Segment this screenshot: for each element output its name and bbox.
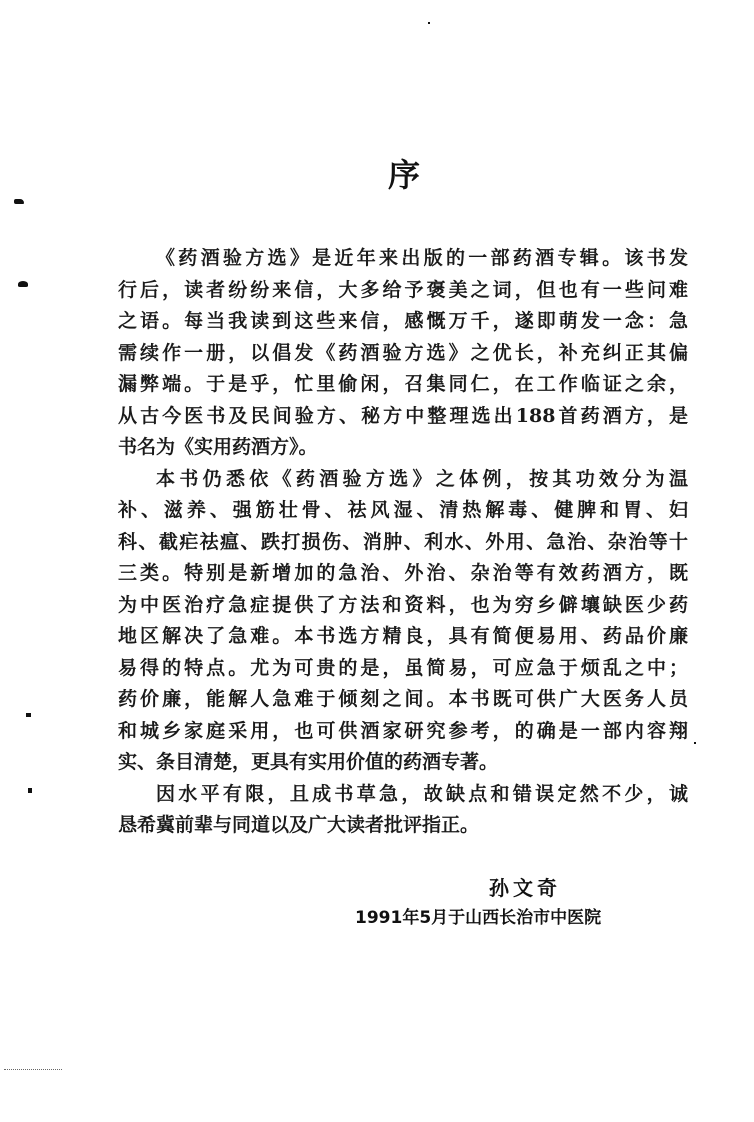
- scan-artifact-dot: [428, 22, 430, 24]
- text-line: 因水平有限，且成书草急，故缺点和错误定然不少，诚: [156, 782, 688, 805]
- scan-artifact-line: [4, 1069, 62, 1071]
- text-line: 之语。每当我读到这些来信，感慨万千，遂即萌发一念：急: [118, 310, 688, 332]
- scan-artifact-mark: [18, 281, 28, 287]
- scan-artifact-mark: [14, 199, 24, 204]
- text-line: 行后，读者纷纷来信，大多给予褒美之词，但也有一些问难: [118, 278, 688, 301]
- text-line: 三类。特别是新增加的急治、外治、杂治等有效药酒方，既: [118, 562, 688, 584]
- text-line: 地区解决了急难。本书选方精良，具有简便易用、药品价廉: [118, 625, 688, 647]
- page-title: 序: [387, 156, 420, 194]
- text-line: 和城乡家庭采用，也可供酒家研究参考，的确是一部内容翔: [118, 719, 688, 742]
- text-line: 《药酒验方选》是近年来出版的一部药酒专辑。该书发: [156, 247, 688, 269]
- scan-artifact-dot: [694, 742, 696, 744]
- text-line: 需续作一册，以倡发《药酒验方选》之优长，补充纠正其偏: [118, 341, 688, 364]
- text-line: 漏弊端。于是乎，忙里偷闲，召集同仁，在工作临证之余，: [118, 373, 688, 395]
- author-signature: 孙文奇: [489, 876, 561, 900]
- text-line: 补、滋养、强筋壮骨、祛风湿、清热解毒、健脾和胃、妇: [118, 499, 688, 521]
- text-line: 药价廉，能解人急难于倾刻之间。本书既可供广大医务人员: [118, 688, 688, 710]
- text-line: 实、条目清楚，更具有实用价值的药酒专著。: [118, 751, 499, 773]
- text-line: 从古今医书及民间验方、秘方中整理选出188首药酒方，是: [118, 404, 688, 427]
- scan-artifact-mark: [26, 713, 31, 717]
- scan-artifact-mark: [28, 788, 32, 793]
- text-line: 为中医治疗急症提供了方法和资料，也为穷乡僻壤缺医少药: [118, 593, 688, 616]
- text-line: 本书仍悉依《药酒验方选》之体例，按其功效分为温: [156, 467, 688, 490]
- text-line: 科、截疟祛瘟、跌打损伤、消肿、利水、外用、急治、杂治等十: [118, 530, 688, 553]
- text-line: 易得的特点。尤为可贵的是，虽简易，可应急于烦乱之中；: [118, 656, 688, 679]
- date-place-line: 1991年5月于山西长治市中医院: [355, 908, 602, 928]
- text-line: 书名为《实用药酒方》。: [118, 436, 318, 458]
- preface-body: [118, 243, 688, 842]
- text-line: 恳希冀前辈与同道以及广大读者批评指正。: [118, 814, 480, 836]
